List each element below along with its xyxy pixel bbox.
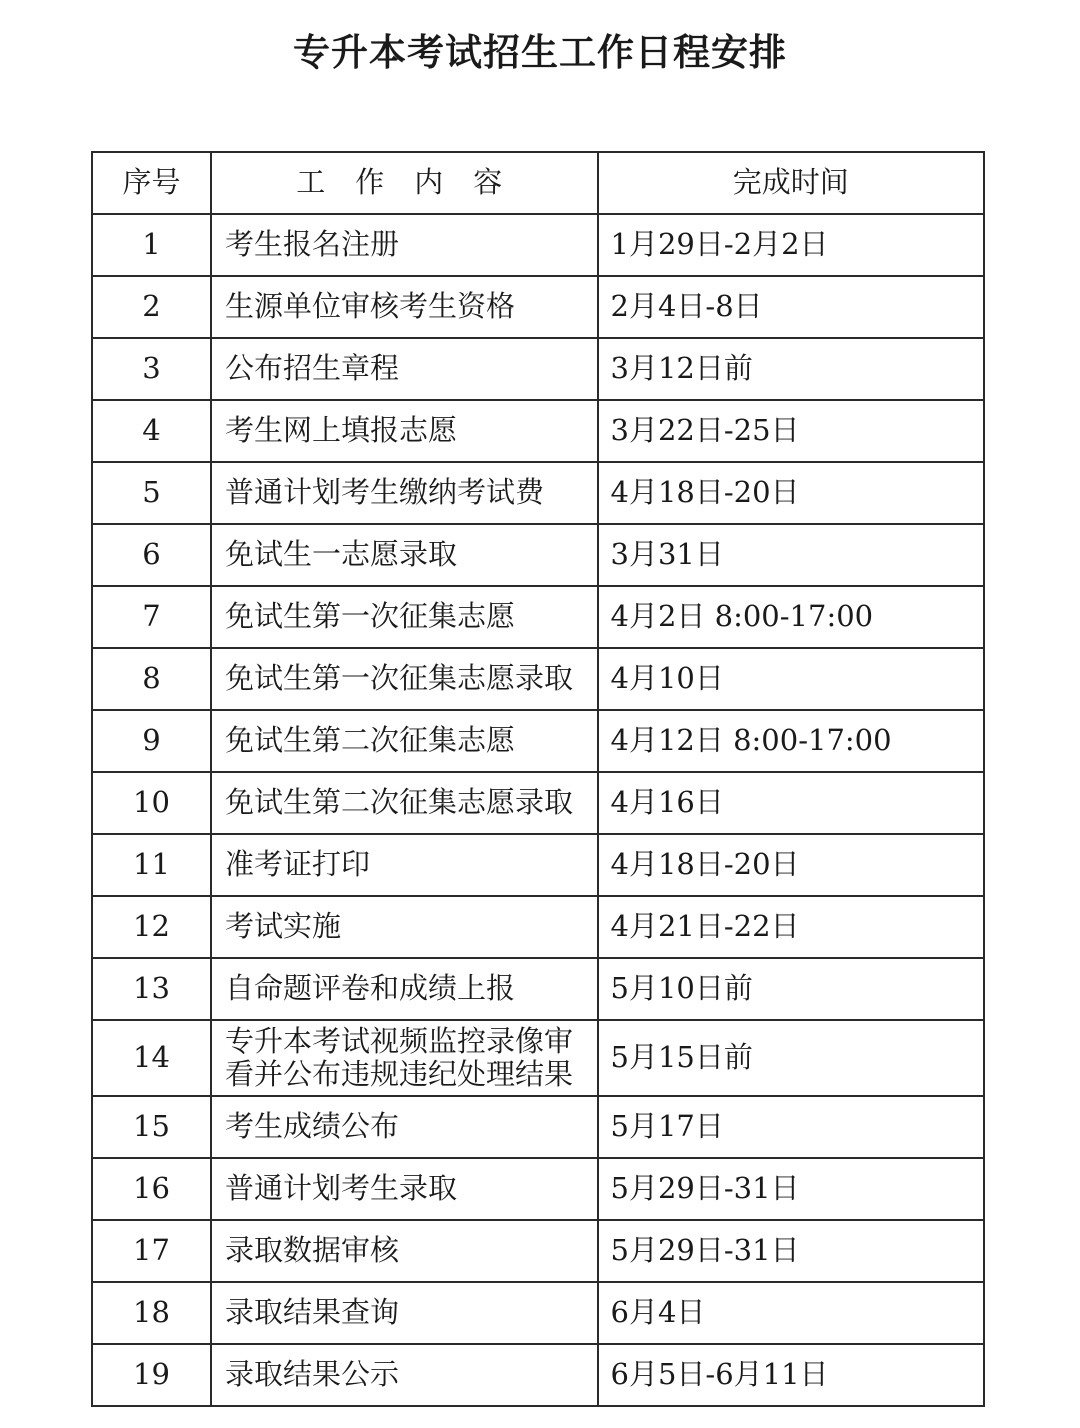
table-row — [92, 710, 984, 772]
table-row — [92, 834, 984, 896]
header-no: 序号 — [92, 152, 211, 214]
header-task: 工作内容 — [211, 152, 598, 214]
table-body — [92, 214, 984, 1406]
row-time: 5月10日前 — [598, 958, 985, 1020]
table-row — [92, 338, 984, 400]
row-task: 生源单位审核考生资格 — [211, 276, 598, 338]
row-number: 6 — [92, 524, 211, 586]
table-row — [92, 1282, 984, 1344]
row-task: 专升本考试视频监控录像审看并公布违规违纪处理结果 — [211, 1020, 598, 1096]
table-row — [92, 772, 984, 834]
row-task: 录取结果查询 — [211, 1282, 598, 1344]
row-task: 自命题评卷和成绩上报 — [211, 958, 598, 1020]
row-number: 16 — [92, 1158, 211, 1220]
row-task: 考试实施 — [211, 896, 598, 958]
table-row — [92, 462, 984, 524]
table-row — [92, 1020, 984, 1096]
table-row — [92, 958, 984, 1020]
schedule-table — [91, 151, 985, 1407]
page-title: 专升本考试招生工作日程安排 — [293, 31, 787, 74]
row-time: 2月4日-8日 — [598, 276, 985, 338]
table-row — [92, 648, 984, 710]
row-task: 普通计划考生缴纳考试费 — [211, 462, 598, 524]
row-task: 普通计划考生录取 — [211, 1158, 598, 1220]
row-number: 18 — [92, 1282, 211, 1344]
row-number: 13 — [92, 958, 211, 1020]
row-time: 5月29日-31日 — [598, 1220, 985, 1282]
row-task: 免试生第二次征集志愿录取 — [211, 772, 598, 834]
row-number: 3 — [92, 338, 211, 400]
row-number: 5 — [92, 462, 211, 524]
row-number: 7 — [92, 586, 211, 648]
row-number: 12 — [92, 896, 211, 958]
row-task: 录取数据审核 — [211, 1220, 598, 1282]
row-number: 9 — [92, 710, 211, 772]
row-task: 免试生第一次征集志愿 — [211, 586, 598, 648]
row-time: 4月16日 — [598, 772, 985, 834]
table-row — [92, 276, 984, 338]
row-number: 1 — [92, 214, 211, 276]
row-time: 4月2日 8:00-17:00 — [598, 586, 985, 648]
table-header-row — [92, 152, 984, 214]
table-row — [92, 896, 984, 958]
table-row — [92, 1096, 984, 1158]
row-time: 4月21日-22日 — [598, 896, 985, 958]
table-row — [92, 524, 984, 586]
table-row — [92, 1158, 984, 1220]
row-task: 考生成绩公布 — [211, 1096, 598, 1158]
row-time: 5月17日 — [598, 1096, 985, 1158]
table-row — [92, 1344, 984, 1406]
row-number: 15 — [92, 1096, 211, 1158]
row-time: 4月18日-20日 — [598, 462, 985, 524]
table-row — [92, 214, 984, 276]
row-time: 3月22日-25日 — [598, 400, 985, 462]
row-time: 4月10日 — [598, 648, 985, 710]
row-time: 5月29日-31日 — [598, 1158, 985, 1220]
row-time: 6月5日-6月11日 — [598, 1344, 985, 1406]
row-number: 4 — [92, 400, 211, 462]
row-task: 考生网上填报志愿 — [211, 400, 598, 462]
row-time: 1月29日-2月2日 — [598, 214, 985, 276]
row-number: 8 — [92, 648, 211, 710]
row-task: 免试生一志愿录取 — [211, 524, 598, 586]
row-task: 录取结果公示 — [211, 1344, 598, 1406]
row-time: 3月31日 — [598, 524, 985, 586]
row-task: 免试生第二次征集志愿 — [211, 710, 598, 772]
row-number: 10 — [92, 772, 211, 834]
row-time: 3月12日前 — [598, 338, 985, 400]
row-number: 11 — [92, 834, 211, 896]
row-task: 准考证打印 — [211, 834, 598, 896]
table-row — [92, 1220, 984, 1282]
row-number: 14 — [92, 1020, 211, 1096]
row-time: 6月4日 — [598, 1282, 985, 1344]
row-number: 2 — [92, 276, 211, 338]
header-time: 完成时间 — [598, 152, 985, 214]
row-number: 17 — [92, 1220, 211, 1282]
table-row — [92, 586, 984, 648]
row-time: 5月15日前 — [598, 1020, 985, 1096]
row-task: 免试生第一次征集志愿录取 — [211, 648, 598, 710]
row-time: 4月18日-20日 — [598, 834, 985, 896]
row-time: 4月12日 8:00-17:00 — [598, 710, 985, 772]
table-row — [92, 400, 984, 462]
row-task: 考生报名注册 — [211, 214, 598, 276]
row-number: 19 — [92, 1344, 211, 1406]
row-task: 公布招生章程 — [211, 338, 598, 400]
